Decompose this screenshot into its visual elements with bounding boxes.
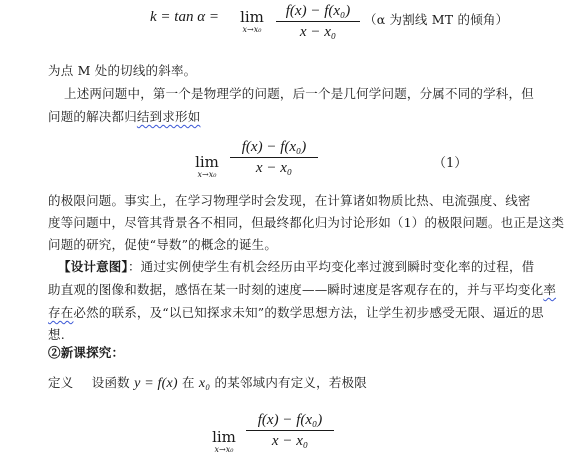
para2-line1: 的极限问题。事实上，在学习物理学时会发现，在计算诸如物质比热、电流强度、线密: [48, 193, 531, 208]
para1-line2-text: 问题的解决都归: [48, 109, 137, 124]
formula-1-numerator: f(x) − f(x₀): [241, 139, 307, 155]
design-intent-line2-underlined: 率: [543, 282, 557, 297]
definition-label: 定义: [48, 375, 74, 390]
fraction-bar: [276, 21, 360, 22]
tangent-sentence: 为点 M 处的切线的斜率。: [48, 63, 197, 78]
design-intent-line2-text: 助直观的图像和数据，感悟在某一时刻的速度——瞬时速度是客观存在的，并与平均变化: [48, 282, 544, 297]
fraction-bar: [230, 157, 318, 158]
para1-line1: 上述两问题中，第一个是物理学的问题，后一个是几何学问题，分属不同的学科，但: [64, 86, 534, 101]
definition-line: [48, 375, 367, 392]
para2-line3: 问题的研究，促使“导数”的概念的诞生。: [48, 237, 278, 252]
formula-bottom-lim-text: lim: [212, 428, 236, 446]
design-intent-line2: [48, 282, 556, 298]
formula-1-lim-sub: x→x₀: [197, 170, 217, 179]
formula-top-lim-text: lim: [240, 8, 264, 26]
design-intent-label: 【设计意图】: [58, 259, 128, 274]
equation-number: （1）: [433, 156, 468, 171]
formula-bottom-lim-sub: x→x₀: [214, 445, 234, 454]
design-intent-line3-text: 必然的联系，及“以已知探求未知”的数学思想方法，让学生初步感受无限、逼近的思: [73, 305, 544, 320]
formula-1-limit: [191, 154, 223, 179]
formula-top-fraction: [276, 2, 360, 41]
formula-top-lim-sub: x→x₀: [242, 25, 262, 34]
formula-1-lim-text: lim: [195, 153, 219, 171]
section-heading: ②新课探究：: [48, 345, 125, 360]
formula-bottom-fraction: [246, 411, 334, 450]
formula-top-denominator: x − x₀: [299, 24, 337, 40]
design-intent-line1: [58, 259, 534, 275]
formula-bottom-numerator: f(x) − f(x₀): [257, 412, 323, 428]
formula-bottom-limit: [208, 429, 240, 454]
formula-1-fraction: [230, 138, 318, 177]
definition-text-post: 的某邻域内有定义，若极限: [214, 375, 367, 390]
design-intent-text: ：通过实例使学生有机会经历由平均变化率过渡到瞬时变化率的过程，借: [127, 259, 535, 274]
design-intent-line3: [48, 305, 544, 321]
formula-top-lhs: k = tan α =: [150, 9, 219, 25]
definition-formula: y = f(x): [134, 376, 178, 391]
formula-bottom-denominator: x − x₀: [271, 433, 309, 449]
formula-top-note: （α 为割线 MT 的倾角）: [364, 12, 509, 27]
design-intent-line4: 想.: [48, 327, 65, 342]
fraction-bar: [246, 430, 334, 431]
design-intent-line3-underlined: 存在: [48, 305, 74, 320]
formula-top-numerator: f(x) − f(x₀): [285, 3, 351, 19]
formula-top-limit: [236, 9, 268, 34]
definition-text-mid: 在: [181, 375, 195, 390]
definition-x0: x₀: [198, 376, 211, 391]
definition-text-pre: 设函数: [91, 375, 130, 390]
formula-1-denominator: x − x₀: [255, 160, 293, 176]
para1-line2: [48, 109, 200, 125]
para1-line2-underlined: 结到求形如: [136, 109, 201, 124]
para2-line2: 度等问题中，尽管其背景各不相同，但最终都化归为讨论形如（1）的极限问题。也正是这类: [48, 215, 564, 230]
